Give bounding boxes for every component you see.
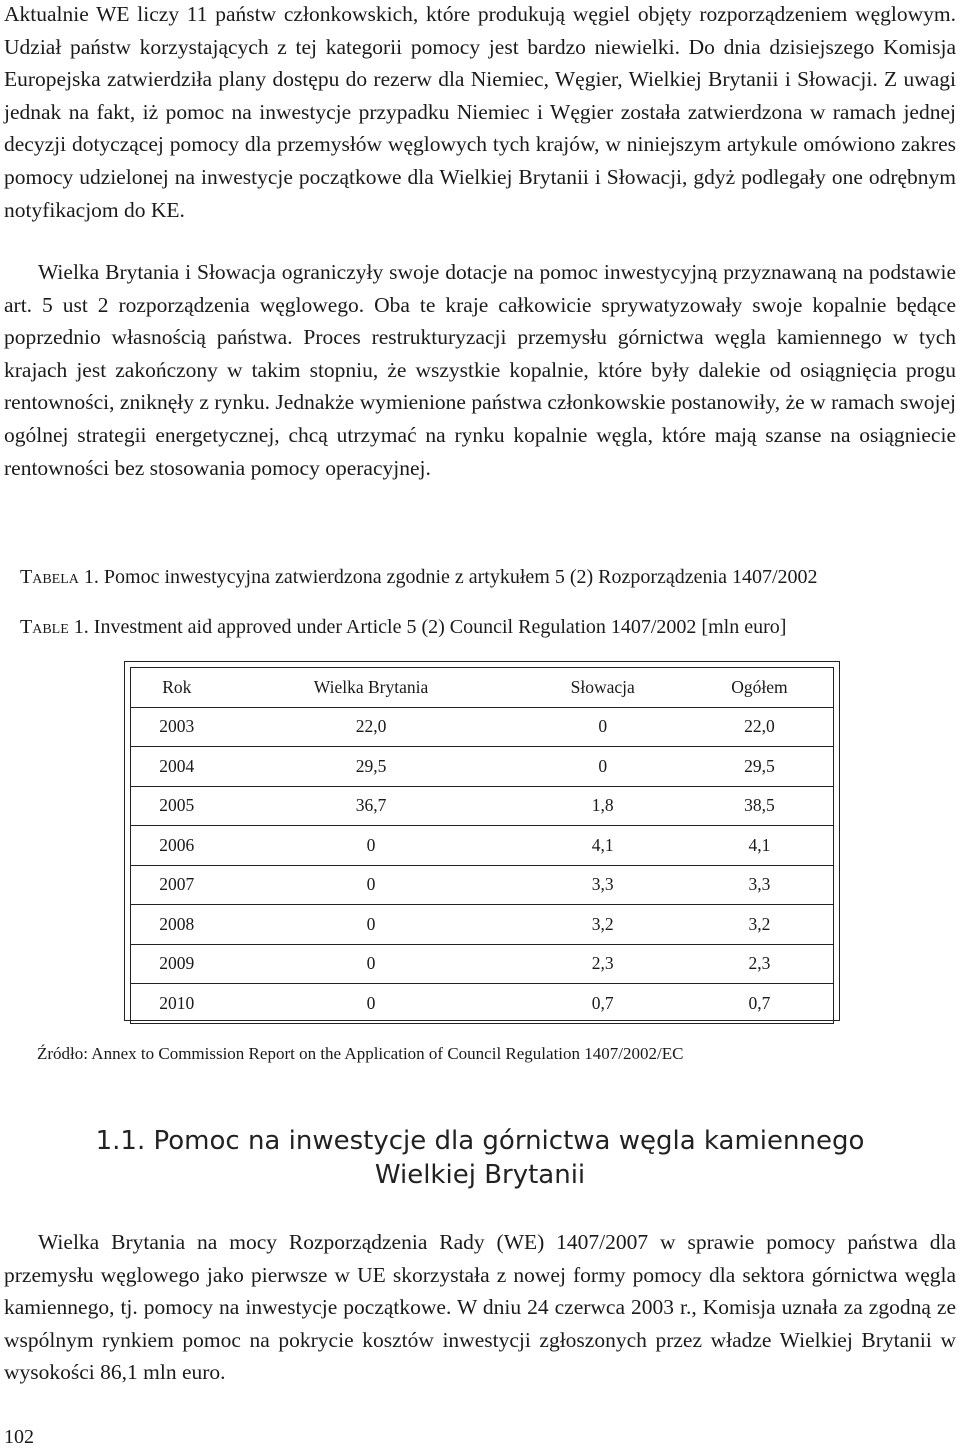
table-row [131,905,834,945]
slovakia-value-cell: 1,8 [520,786,686,826]
uk-value-cell: 36,7 [223,786,520,826]
column-header-uk: Wielka Brytania [223,668,520,708]
uk-value-cell: 0 [223,905,520,945]
section-heading-line-2: Wielkiej Brytanii [374,1160,586,1190]
slovakia-value-cell: 2,3 [520,944,686,984]
total-value-cell: 2,3 [686,944,834,984]
table-caption-polish [20,564,950,590]
year-cell: 2010 [159,992,195,1013]
table-header-row [131,668,834,708]
body-paragraph-2 [4,256,956,484]
table-caption-english [20,614,950,640]
paragraph-text: Wielka Brytania i Słowacja ograniczyły swoje dotacje na pomoc inwestycyjną przyznawaną na podstawie art. 5 ust 2 rozporządzenia węglowego. Oba te kraje całkowicie sprywatyzowały swoje kopalnie będące poprzednio własnością państwa. Proces restrukturyzacji przemysłu górnictwa węgla kamiennego w tych krajach jest zakończony w takim stopniu, że wszystkie kopalnie, które były dalekie od osiągnięcia progu rentowności, zniknęły z rynku. Jednakże wymienione państwa członkowskie postanowiły, że w ramach swojej ogólnej strategii energetycznej, chcą utrzymać na rynku kopalnie węgla, które mają szanse na osiągniecie rentowności bez stosowania pomocy operacyjnej. [4,260,956,480]
slovakia-value-cell: 4,1 [520,826,686,866]
slovakia-value-cell: 3,3 [520,865,686,905]
paragraph-text: Aktualnie WE liczy 11 państw członkowskich, które produkują węgiel objęty rozporządzeniem węglowym. Udział państw korzystających z tej kategorii pomocy jest bardzo niewielki. Do dnia dzisiejszego Komisja Europejska zatwierdziła plany dostępu do rezerw dla Niemiec, Węgier, Wielkiej Brytanii i Słowacji. Z uwagi jednak na fakt, iż pomoc na inwestycje przypadku Niemiec i Węgier została zatwierdzona w ramach jednej decyzji dotyczącej pomocy dla przemysłów węglowych tych krajów, w niniejszym artykule omówiono zakres pomocy udzielonej na inwestycje początkowe dla Wielkiej Brytanii i Słowacji, gdyż podlegały one odrębnym notyfikacjom do KE. [4,2,956,222]
body-paragraph-1 [4,0,956,226]
uk-value-cell: 0 [223,865,520,905]
table-row [131,826,834,866]
year-cell: 2009 [131,944,223,984]
paragraph-text: Wielka Brytania na mocy Rozporządzenia Rady (WE) 1407/2007 w sprawie pomocy państwa dla przemysłu węglowego jako pierwsze w UE skorzystała z nowej formy pomocy dla sektora górnictwa węgla kamiennego, tj. pomocy na inwestycje początkowe. W dniu 24 czerwca 2003 r., Komisja uznała za zgodną ze wspólnym rynkiem pomoc na pokrycie kosztów inwestycji zgłoszonych przez władze Wielkiej Brytanii w wysokości 86,1 mln euro. [4,1230,956,1385]
table-row [131,984,834,1024]
year-cell: 2005 [131,786,223,826]
column-header-slovakia: Słowacja [520,668,686,708]
table-source-note: Źródło: Annex to Commission Report on the Application of Council Regulation 1407/2002/EC [37,1044,684,1063]
total-value-cell: 3,2 [686,905,834,945]
caption-text: Pomoc inwestycyjna zatwierdzona zgodnie z artykułem 5 (2) Rozporządzenia 1407/2002 [103,566,818,588]
year-cell: 2007 [131,865,223,905]
section-heading-line-1: 1.1. Pomoc na inwestycje dla górnictwa węgla kamiennego [95,1126,865,1156]
uk-value-cell: 0 [223,944,520,984]
uk-value-cell: 0 [366,992,376,1013]
page-number: 102 [4,1426,34,1448]
table-row [131,747,834,787]
year-cell: 2006 [131,826,223,866]
caption-text: Investment aid approved under Article 5 (2) Council Regulation 1407/2002 [mln euro] [93,616,787,638]
table-row [131,786,834,826]
slovakia-value-cell: 0 [520,747,686,787]
table-row [131,865,834,905]
total-value-cell: 22,0 [686,707,834,747]
caption-label: Tabela 1. [20,566,99,588]
table-frame [124,661,840,1021]
slovakia-value-cell: 0,7 [591,992,614,1013]
year-cell: 2003 [131,707,223,747]
uk-value-cell: 0 [223,826,520,866]
total-value-cell: 3,3 [686,865,834,905]
uk-value-cell: 22,0 [223,707,520,747]
section-heading [0,1124,960,1192]
investment-aid-table [130,667,834,1024]
slovakia-value-cell: 0 [520,707,686,747]
total-value-cell: 29,5 [686,747,834,787]
column-header-total: Ogółem [686,668,834,708]
uk-value-cell: 29,5 [223,747,520,787]
column-header-year: Rok [131,668,223,708]
total-value-cell: 38,5 [686,786,834,826]
year-cell: 2008 [131,905,223,945]
total-value-cell: 0,7 [748,992,771,1013]
slovakia-value-cell: 3,2 [520,905,686,945]
total-value-cell: 4,1 [686,826,834,866]
year-cell: 2004 [131,747,223,787]
table-row [131,707,834,747]
table-body [131,707,834,1023]
caption-label: Table 1. [20,616,89,638]
body-paragraph-3 [4,1226,956,1389]
table-row [131,944,834,984]
